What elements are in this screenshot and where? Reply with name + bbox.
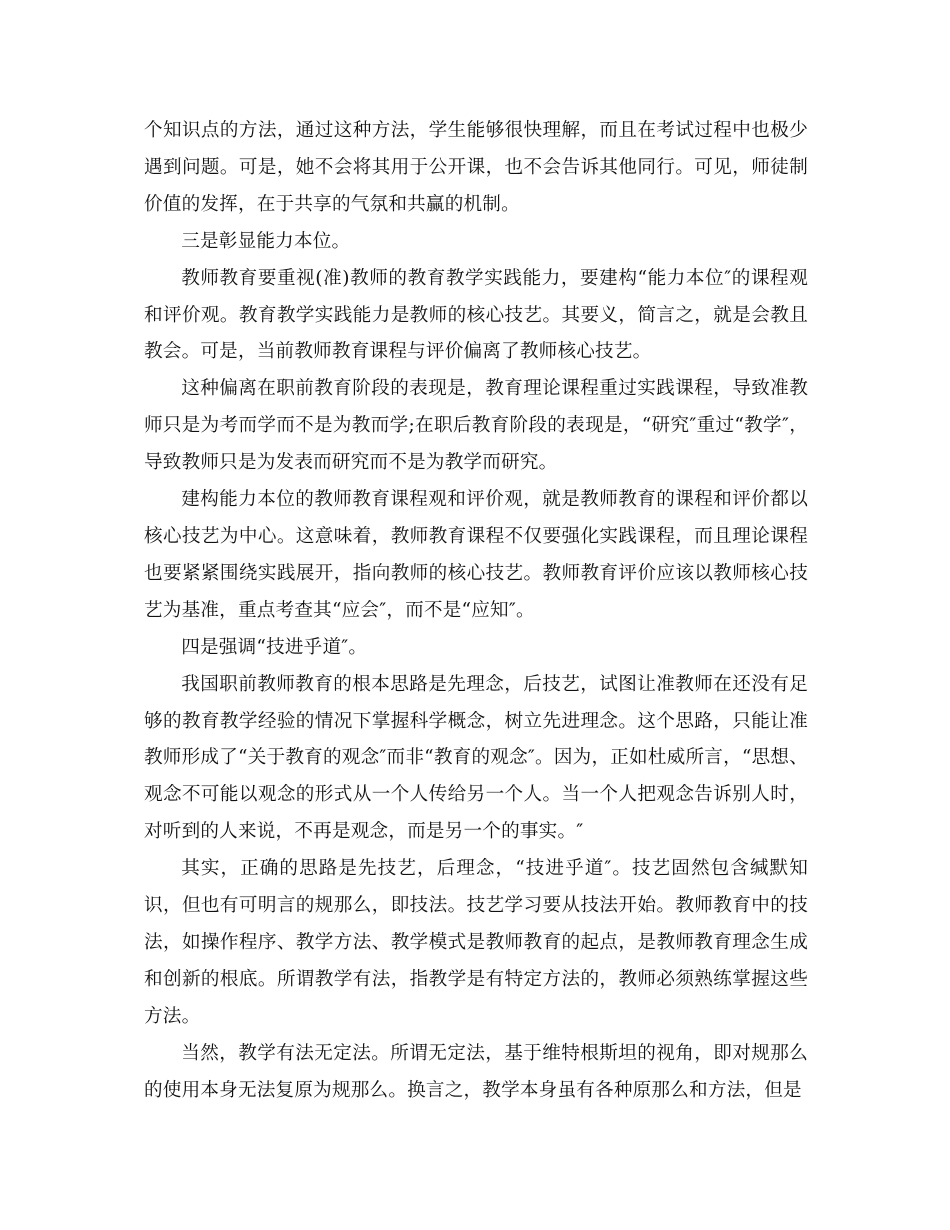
paragraph: 建构能力本位的教师教育课程观和评价观，就是教师教育的课程和评价都以核心技艺为中心。这意味着，教师教育课程不仅要强化实践课程，而且理论课程也要紧紧围绕实践展开，指向教师的核心技艺。教师教育评价应该以教师核心技艺为基准，重点考查其“应会″，而不是“应知″。 bbox=[144, 489, 808, 621]
paragraph: 教师教育要重视(准)教师的教育教学实践能力，要建构“能力本位″的课程观和评价观。教育教学实践能力是教师的核心技艺。其要义，简言之，就是会教且教会。可是，当前教师教育课程与评价偏离了教师核心技艺。 bbox=[144, 267, 808, 363]
section-heading: 四是强调“技进乎道″。 bbox=[181, 636, 368, 658]
section-heading: 三是彰显能力本位。 bbox=[181, 230, 351, 252]
paragraph: 我国职前教师教育的根本思路是先理念，后技艺，试图让准教师在还没有足够的教育教学经验的情况下掌握科学概念，树立先进理念。这个思路，只能让准教师形成了“关于教育的观念″而非“教育的观念″。因为，正如杜威所言，“思想、观念不可能以观念的形式从一个人传给另一个人。当一个人把观念告诉别人时，对听到的人来说，不再是观念，而是另一个的事实。″ bbox=[144, 673, 808, 843]
paragraph: 个知识点的方法，通过这种方法，学生能够很快理解，而且在考试过程中也极少遇到问题。可是，她不会将其用于公开课，也不会告诉其他同行。可见，师徒制价值的发挥，在于共享的气氛和共赢的机制。 bbox=[144, 120, 808, 215]
document-body bbox=[144, 113, 808, 1109]
paragraph: 当然，教学有法无定法。所谓无定法，基于维特根斯坦的视角，即对规那么的使用本身无法复原为规那么。换言之，教学本身虽有各种原那么和方法，但是 bbox=[144, 1042, 808, 1101]
paragraph: 这种偏离在职前教育阶段的表现是，教育理论课程重过实践课程，导致准教师只是为考而学而不是为教而学;在职后教育阶段的表现是，“研究″重过“教学″，导致教师只是为发表而研究而不是为教学而研究。 bbox=[144, 378, 808, 474]
paragraph: 其实，正确的思路是先技艺，后理念，“技进乎道″。技艺固然包含缄默知识，但也有可明言的规那么，即技法。技艺学习要从技法开始。教师教育中的技法，如操作程序、教学方法、教学模式是教师教育的起点，是教师教育理念生成和创新的根底。所谓教学有法，指教学是有特定方法的，教师必须熟练掌握这些方法。 bbox=[144, 858, 808, 1027]
